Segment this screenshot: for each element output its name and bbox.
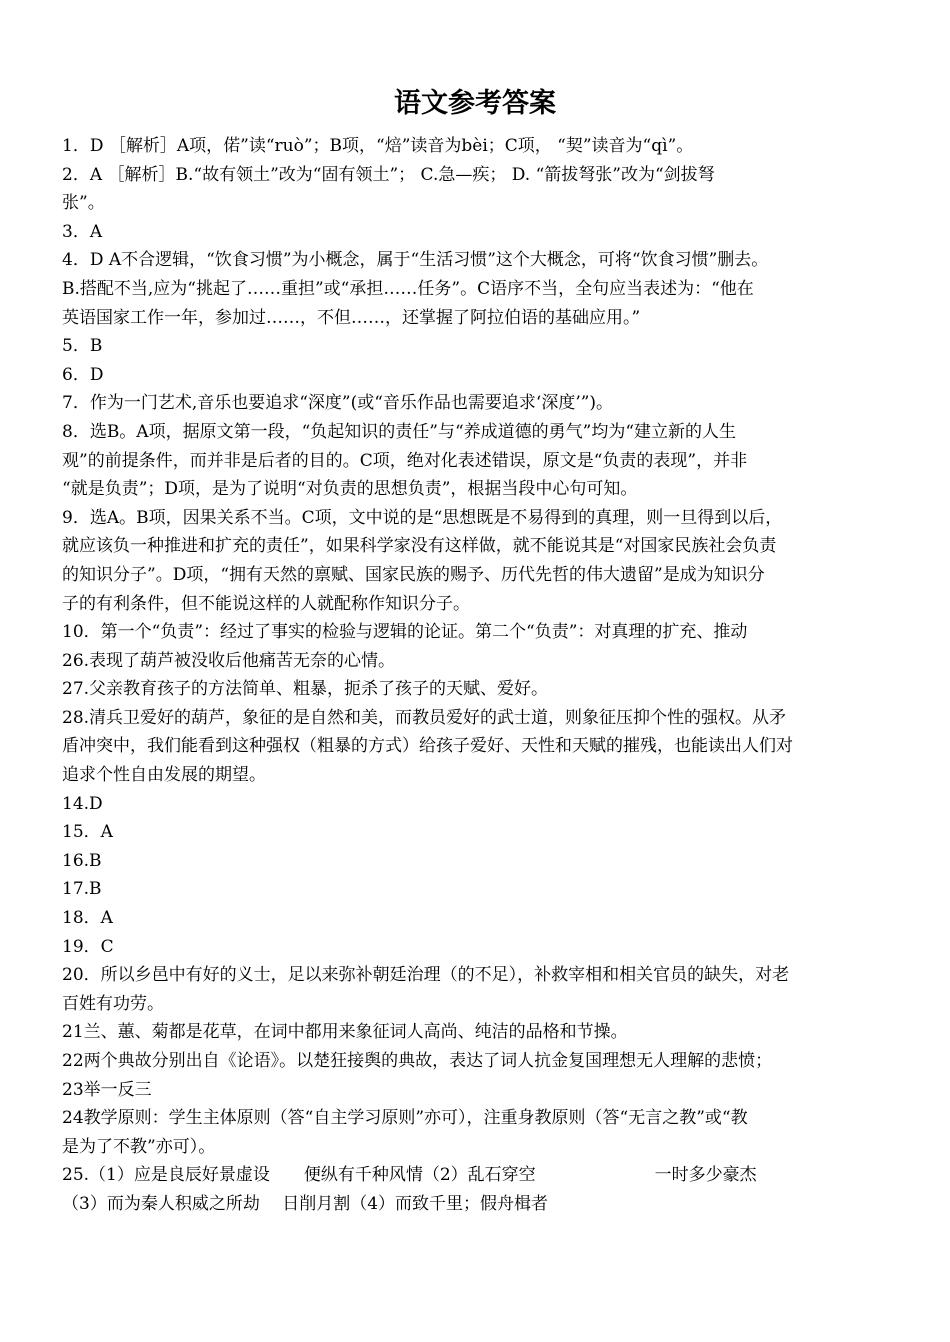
text-line: 张”。 <box>62 193 105 214</box>
text-line: 盾冲突中，我们能看到这种强权（粗暴的方式）给孩子爱好、天性和天赋的摧残，也能读出人们对 <box>62 736 793 757</box>
text-line: 23举一反三 <box>62 1079 152 1100</box>
text-line: 17.B <box>62 879 102 900</box>
text-line: 18．A <box>62 908 113 929</box>
text-line: 1．D ［解析］A项，偌”读“ruò”；B项，“焙”读音为bèi；C项， “契”读音为“qì”。 <box>62 136 694 156</box>
text-line: 子的有利条件，但不能说这样的人就配称作知识分子。 <box>62 593 470 614</box>
text-line: 4．D A不合逻辑，“饮食习惯”为小概念，属于“生活习惯”这个大概念，可将“饮食习惯”删去。 <box>62 250 769 271</box>
text-line: B.搭配不当,应为“挑起了……重担”或“承担……任务”。C语序不当，全句应当表述为：“他在 <box>62 278 754 299</box>
text-line: 20．所以乡邑中有好的义士，足以来弥补朝廷治理（的不足），补救宰相和相关官员的缺失，对老 <box>62 965 790 986</box>
text-line: 24教学原则：学生主体原则（答“自主学习原则”亦可），注重身教原则（答“无言之教”或“教 <box>62 1108 748 1129</box>
text-line: 10．第一个“负责”：经过了事实的检验与逻辑的论证。第二个“负责”：对真理的扩充、推动 <box>62 622 748 643</box>
text-line: 追求个性自由发展的期望。 <box>62 765 266 786</box>
text-line: 27.父亲教育孩子的方法简单、粗暴，扼杀了孩子的天赋、爱好。 <box>62 679 549 700</box>
text-line: 26.表现了葫芦被没收后他痛苦无奈的心情。 <box>62 650 396 671</box>
text-line: 19．C <box>62 936 114 957</box>
text-line: 14.D <box>62 793 103 814</box>
text-line: 25.（1）应是良辰好景虚设 便纵有千种风情（2）乱石穿空 一时多少豪杰 <box>62 1165 757 1186</box>
text-line: 28.清兵卫爱好的葫芦，象征的是自然和美，而教员爱好的武士道，则象征压抑个性的强权。从矛 <box>62 707 787 728</box>
text-line: 百姓有功劳。 <box>62 993 164 1014</box>
text-line: “就是负责”；D项，是为了说明“对负责的思想负责”，根据当段中心句可知。 <box>62 479 638 500</box>
text-line: （3）而为秦人积威之所劫 日削月割（4）而致千里；假舟楫者 <box>62 1193 549 1214</box>
text-line: 观”的前提条件，而并非是后者的目的。C项，绝对化表述错误，原文是“负责的表现”，并非 <box>62 450 748 471</box>
text-line: 16.B <box>62 850 102 871</box>
text-line: 22两个典故分别出自《论语》。以楚狂接舆的典故，表达了词人抗金复国理想无人理解的悲愤； <box>62 1051 773 1071</box>
text-line: 9．选A。B项，因果关系不当。C项，文中说的是“思想既是不易得到的真理，则一旦得到以后， <box>62 507 783 528</box>
text-line: 英语国家工作一年，参加过……，不但……，还掌握了阿拉伯语的基础应用。” <box>62 307 641 328</box>
text-line: 2．A ［解析］B.“故有领土”改为“固有领土”； C.急—疾； D. “箭拔弩张”改为“剑拔弩 <box>62 164 715 185</box>
text-line: 21兰、蕙、菊都是花草，在词中都用来象征词人高尚、纯洁的品格和节操。 <box>62 1022 628 1043</box>
text-line: 7．作为一门艺术,音乐也要追求“深度”(或“音乐作品也需要追求‘深度’”)。 <box>62 393 614 414</box>
answer-body <box>62 132 902 1219</box>
text-line: 的知识分子”。D项，“拥有天然的禀赋、国家民族的赐予、历代先哲的伟大遗留”是成为知识分 <box>62 564 765 585</box>
text-line: 是为了不教”亦可）。 <box>62 1136 216 1157</box>
text-line: 6．D <box>62 364 104 385</box>
text-line: 3．A <box>62 221 103 242</box>
text-line: 5．B <box>62 336 103 357</box>
page-title: 语文参考答案 <box>394 88 556 119</box>
text-line: 15．A <box>62 822 113 843</box>
text-line: 就应该负一种推进和扩充的责任”，如果科学家没有这样做，就不能说其是“对国家民族社会负责 <box>62 536 777 557</box>
text-line: 8．选B。A项，据原文第一段，“负起知识的责任”与“养成道德的勇气”均为“建立新的人生 <box>62 421 737 442</box>
